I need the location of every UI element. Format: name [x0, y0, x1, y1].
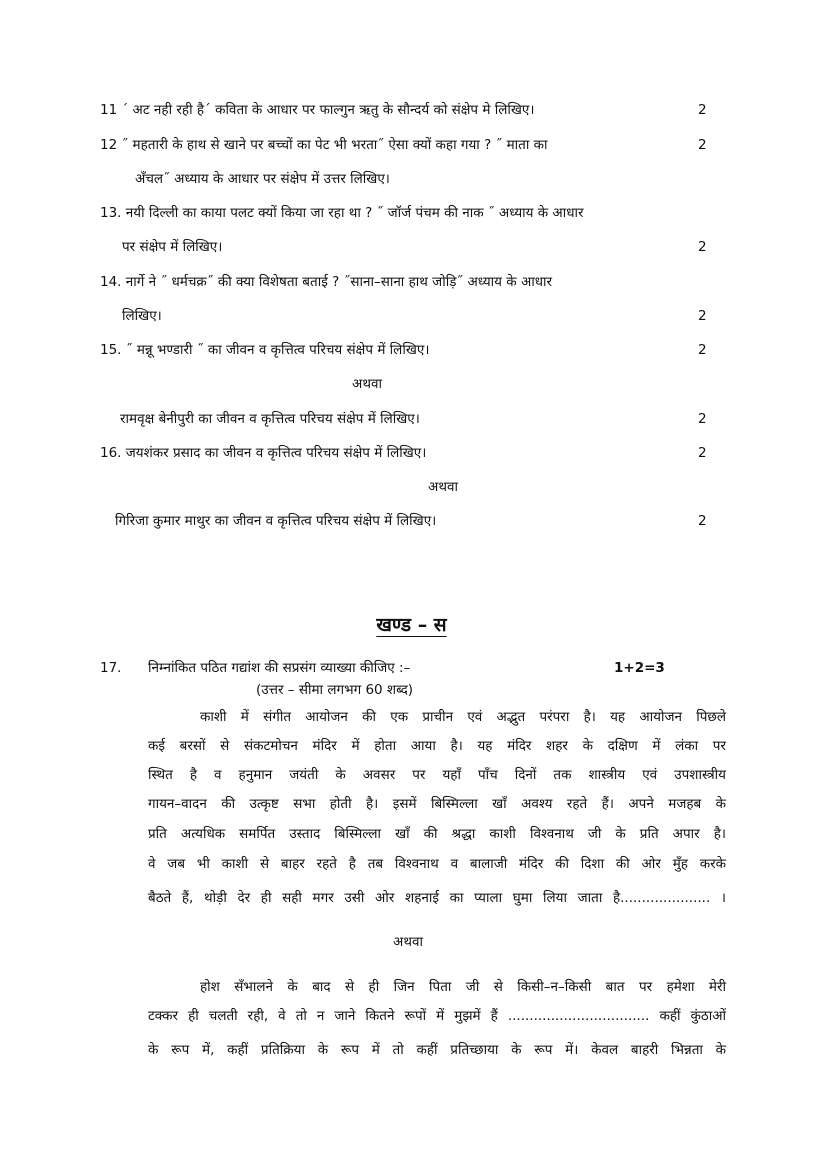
question-text: नार्गे ने ˝ धर्मचक्र˝ की क्या विशेषता बताई ? ˝साना–साना हाथ जोड़ि˝ अध्याय के आधार	[125, 274, 553, 290]
question-13	[100, 204, 584, 222]
or-label: अथवा	[352, 376, 382, 392]
or-label: अथवा	[393, 934, 423, 950]
question-number: 12	[100, 137, 118, 153]
passage-line: कई बरसों से संकटमोचन मंदिर में होता आया है। यह मंदिर शहर के दक्षिण में लंका पर	[148, 738, 726, 754]
marks: 2	[698, 411, 707, 427]
question-text: अँचल˝ अध्याय के आधार पर संक्षेप में उत्तर लिखिए।	[135, 171, 390, 187]
question-15	[100, 341, 429, 359]
question-number: 14.	[100, 274, 122, 290]
alternative-question: रामवृक्ष बेनीपुरी का जीवन व कृत्तित्व परिचय संक्षेप में लिखिए।	[120, 411, 420, 427]
passage-line: गायन–वादन की उत्कृष्ट सभा होती है। इसमें बिस्मिल्ला खाँ अवश्य रहते हैं। अपने मजहब के	[148, 796, 726, 812]
passage-line: काशी में संगीत आयोजन की एक प्राचीन एवं अद्भुत परंपरा है। यह आयोजन पिछले	[200, 709, 726, 725]
passage-line: वे जब भी काशी से बाहर रहते है तब विश्वनाथ व बालाजी मंदिर की दिशा की ओर मुँह करके	[148, 856, 726, 872]
passage-line: के रूप में, कहीं प्रतिक्रिया के रूप में तो कहीं प्रतिच्छाया के रूप में। केवल बाहरी भिन्नता के	[148, 1042, 726, 1058]
marks: 2	[698, 239, 707, 255]
section-heading: खण्ड – स	[376, 614, 447, 636]
marks: 2	[698, 308, 707, 324]
question-16	[100, 444, 426, 462]
question-text: पर संक्षेप में लिखिए।	[122, 239, 223, 255]
passage-line: स्थित है व हनुमान जयंती के अवसर पर यहाँ पाँच दिनों तक शास्त्रीय एवं उपशास्त्रीय	[148, 767, 726, 783]
alternative-question: गिरिजा कुमार माथुर का जीवन व कृत्तित्व परिचय संक्षेप में लिखिए।	[115, 513, 437, 529]
marks: 2	[698, 102, 707, 118]
marks: 2	[698, 137, 707, 153]
or-label: अथवा	[428, 479, 458, 495]
passage-line: प्रति अत्यधिक समर्पित उस्ताद बिस्मिल्ला खाँ की श्रद्धा काशी विश्वनाथ जी के प्रति अपार है।	[148, 826, 726, 842]
question-14	[100, 273, 552, 291]
marks: 2	[698, 445, 707, 461]
word-limit: (उत्तर – सीमा लगभग 60 शब्द)	[256, 682, 414, 698]
marks: 2	[698, 342, 707, 358]
question-text: निम्नांकित पठित गद्यांश की सप्रसंग व्याख्या कीजिए :–	[148, 660, 411, 676]
passage-line: होश सँभालने के बाद से ही जिन पिता जी से किसी–न–किसी बात पर हमेशा मेरी	[200, 979, 726, 995]
question-number: 17.	[100, 660, 122, 676]
question-12	[100, 136, 548, 154]
question-text: जयशंकर प्रसाद का जीवन व कृत्तित्व परिचय संक्षेप में लिखिए।	[125, 445, 427, 461]
question-number: 16.	[100, 445, 122, 461]
question-number: 11	[100, 102, 118, 118]
question-text: ˝ महतारी के हाथ से खाने पर बच्चों का पेट भी भरता˝ ऐसा क्यों कहा गया ? ˝ माता का	[121, 137, 548, 153]
question-text: लिखिए।	[122, 308, 162, 324]
marks: 2	[698, 513, 707, 529]
marks: 1+2=3	[614, 660, 665, 676]
question-11	[100, 101, 535, 119]
question-text: नयी दिल्ली का काया पलट क्यों किया जा रहा था ? ˝ जॉर्ज पंचम की नाक ˝ अध्याय के आधार	[125, 205, 584, 221]
question-text: ´ अट नही रही है´ कविता के आधार पर फाल्गुन ऋतु के सौन्दर्य को संक्षेप मे लिखिए।	[121, 102, 535, 118]
question-text: ˝ मन्नू भण्डारी ˝ का जीवन व कृत्तित्व परिचय संक्षेप में लिखिए।	[125, 342, 430, 358]
passage-line: टक्कर ही चलती रही, वे तो न जाने कितने रूपों में मुझमें हैं ................................. कहीं कुंठाओं	[148, 1008, 726, 1024]
question-number: 13.	[100, 205, 122, 221]
question-number: 15.	[100, 342, 122, 358]
passage-line: बैठते हैं, थोड़ी देर ही सही मगर उसी ओर शहनाई का प्याला घुमा लिया जाता है..................... ।	[148, 890, 726, 906]
